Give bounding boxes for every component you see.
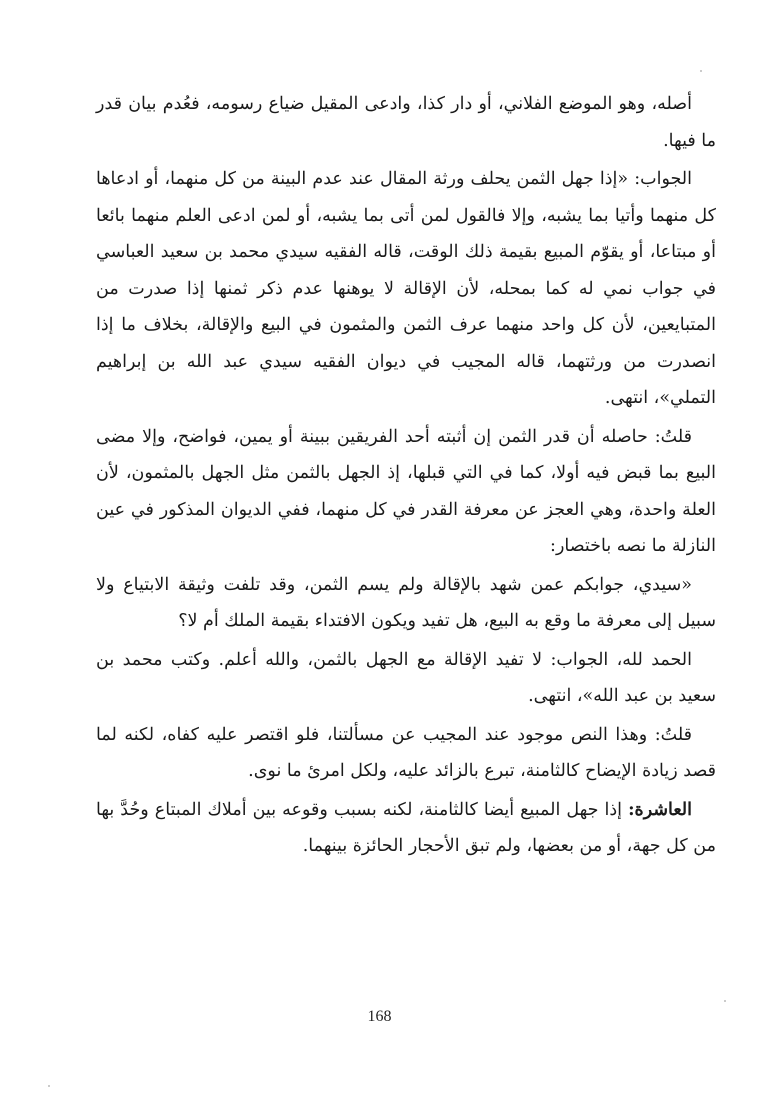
paragraph-5-text: الحمد لله، الجواب: لا تفيد الإقالة مع الجهل بالثمن، والله أعلم. وكتب محمد بن سعيد بن عبد الله»، انتهى. [96, 649, 716, 706]
scan-speck [48, 1085, 50, 1087]
paragraph-6-text: قلتُ: وهذا النص موجود عند المجيب عن مسألتنا، فلو اقتصر عليه كفاه، لكنه لما قصد زيادة الإيضاح كالثامنة، تبرع بالزائد عليه، ولكل امرئ ما نوى. [96, 724, 716, 781]
paragraph-3 [96, 419, 716, 565]
paragraph-3-text: قلتُ: حاصله أن قدر الثمن إن أثبته أحد الفريقين ببينة أو يمين، فواضح، وإلا مضى البيع بما قبض فيه أولا، كما في التي قبلها، إذ الجهل بالثمن مثل الجهل بالمثمون، لأن العلة واحدة، وهي العجز عن معرفة القدر في كل منهما، ففي الديوان المذكور في عين النازلة ما نصه باختصار: [96, 426, 716, 556]
paragraph-2 [96, 161, 716, 417]
scan-speck [700, 70, 702, 72]
page-body [96, 86, 716, 986]
paragraph-6 [96, 717, 716, 790]
paragraph-7 [96, 792, 716, 865]
paragraph-1-text: أصله، وهو الموضع الفلاني، أو دار كذا، وادعى المقيل ضياع رسومه، فعُدم بيان قدر ما فيها. [96, 94, 716, 151]
paragraph-7-text: إذا جهل المبيع أيضا كالثامنة، لكنه بسبب وقوعه بين أملاك المبتاع وحُدَّ بها من كل جهة، أو من بعضها، ولم تبق الأحجار الحائزة بينهما. [96, 799, 716, 856]
scan-speck [724, 1000, 726, 1002]
paragraph-5 [96, 642, 716, 715]
paragraph-4-text: «سيدي، جوابكم عمن شهد بالإقالة ولم يسم الثمن، وقد تلفت وثيقة الابتياع ولا سبيل إلى معرفة ما وقع به البيع، هل تفيد ويكون الافتداء بقيمة الملك أم لا؟ [96, 574, 716, 631]
page-number: 168 [367, 1008, 392, 1025]
paragraph-2-text: الجواب: «إذا جهل الثمن يحلف ورثة المقال عند عدم البينة من كل منهما، أو ادعاها كل منهما وأتيا بما يشبه، وإلا فالقول لمن أتى بما يشبه، أو لمن ادعى العلم منهما بائعا أو مبتاعا، أو يقوّم المبيع بقيمة ذلك الوقت، قاله الفقيه سيدي محمد بن سعيد العباسي في جواب نمي له كما بمحله، لأن الإقالة لا يوهنها عدم ذكر ثمنها إذا صدرت من المتبايعين، لأن كل واحد منهما عرف الثمن والمثمون في البيع والإقالة، بخلاف ما إذا انصدرت من ورثتهما، قاله المجيب في ديوان الفقيه سيدي عبد الله بن إبراهيم التملي»، انتهى. [96, 169, 716, 408]
paragraph-4 [96, 567, 716, 640]
paragraph-1 [96, 86, 716, 159]
paragraph-7-lead: العاشرة: [628, 799, 692, 820]
